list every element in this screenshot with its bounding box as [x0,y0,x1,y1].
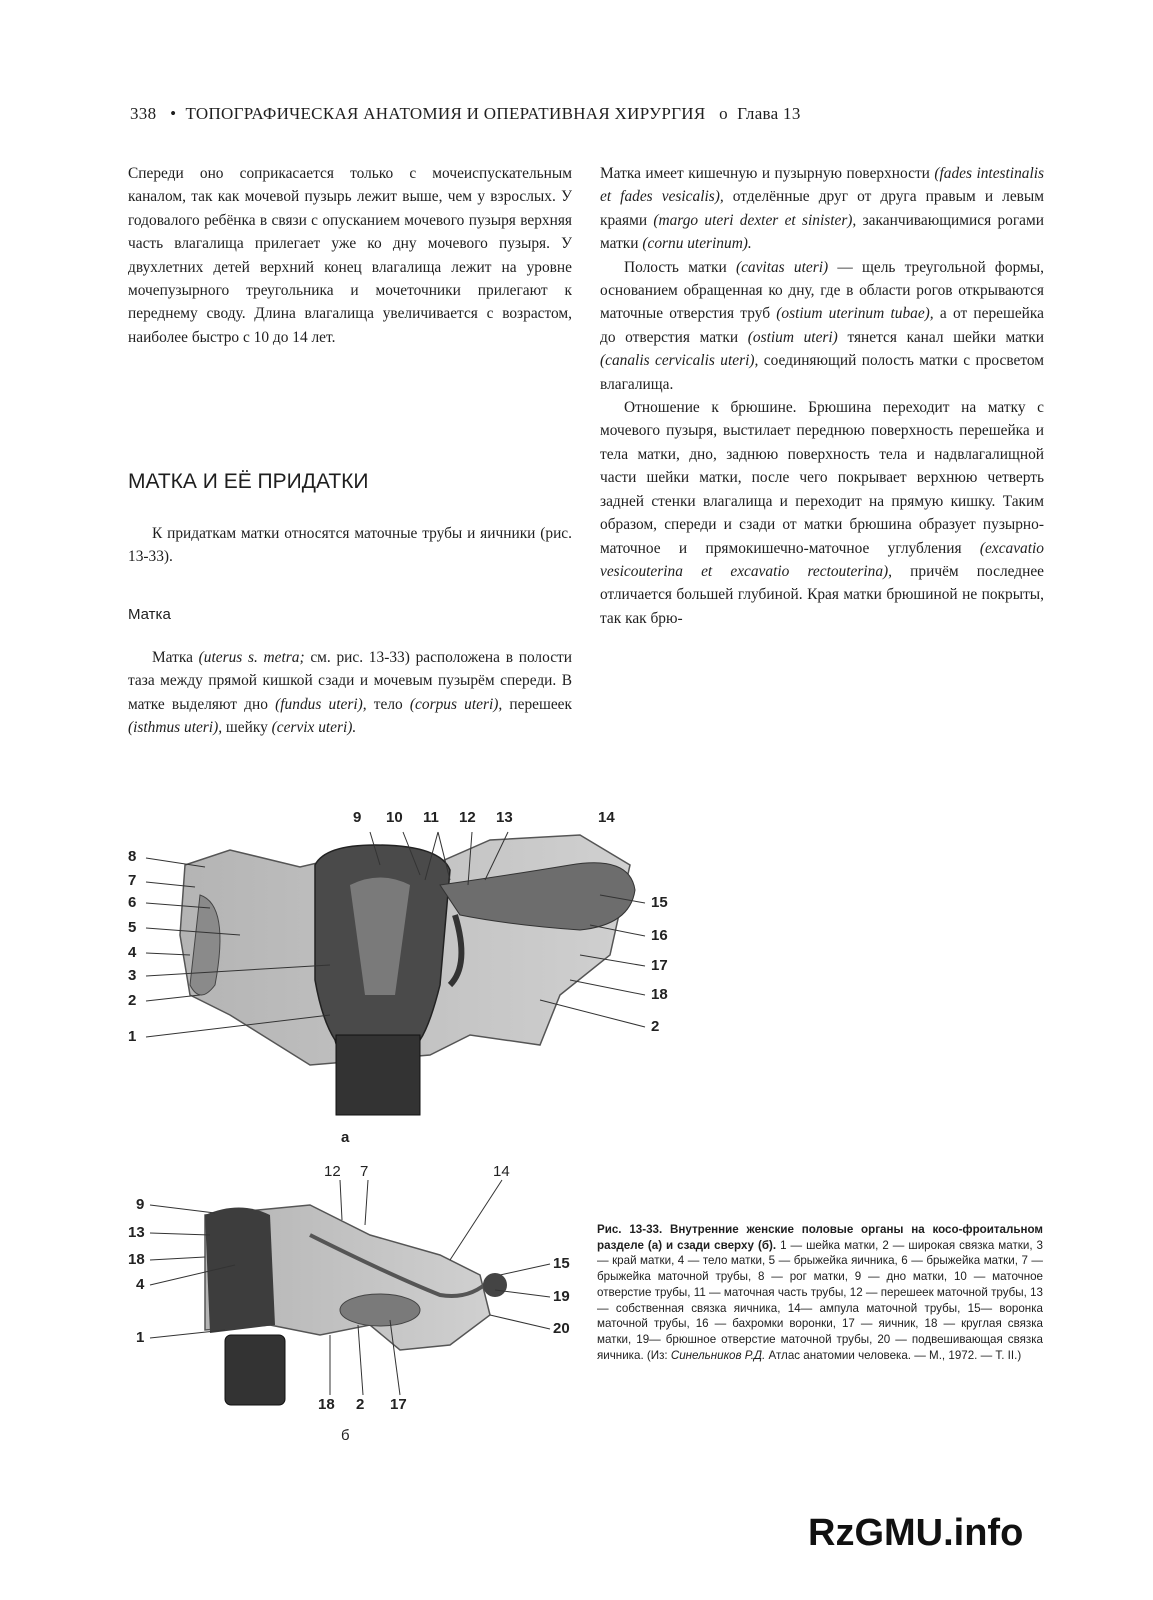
label-b-20: 20 [553,1320,570,1337]
panel-a-drawing [180,835,635,1115]
label-b-13: 13 [128,1224,145,1241]
label-b-15: 15 [553,1255,570,1272]
panel-a-letter: а [341,1129,350,1146]
label-a-15: 15 [651,894,668,911]
label-b-18-bottom: 18 [318,1396,335,1413]
label-a-10: 10 [386,809,403,826]
label-a-3: 3 [128,967,137,984]
left-column-uterus [128,646,572,740]
label-a-8: 8 [128,848,137,865]
subsection-title: Матка [128,606,171,623]
header-separator: • [170,104,177,123]
left-column [128,162,572,349]
label-b-18: 18 [128,1251,145,1268]
header-separator-2: о [719,104,728,123]
label-a-1: 1 [128,1028,137,1045]
label-a-7: 7 [128,872,137,889]
caption-source: Атлас анатомии человека. — М., 1972. — Т. II.) [765,1348,1022,1362]
paragraph-peritoneum: Отношение к брюшине. Брюшина переходит на матку с мочевого пузыря, выстилает переднюю поверхность перешейка и тела матки, дно, заднюю поверхность тела и надвлагалищной части шейки матки, после чего покрывает верхнюю четверть задней стенки влагалища и переходит на прямую кишку. Таким образом, спереди и сзади от матки брюшина образует пузырно-маточное и прямокишечно-маточное углубления (excavatio vesicouterina et excavatio rectouterina), причём последнее отличается большей глубиной. Края матки брюшиной не покрыты, так как брю- [600,399,1044,627]
label-b-1: 1 [136,1329,145,1346]
right-column [600,162,1044,630]
chapter-label: Глава 13 [737,104,801,123]
label-a-9: 9 [353,809,362,826]
label-b-12: 12 [324,1163,341,1180]
paragraph-vagina: Спереди оно соприкасается только с мочеиспускательным каналом, так как мочевой пузырь лежит выше, чем у взрослых. У годовалого ребёнка в связи с опусканием мочевого пузыря верхняя часть влагалища прилегает уже ко дну мочевого пузыря. У двухлетних детей верхний конец влагалища лежит на уровне мочепузырного треугольника и мочеточники прилегают к переднему своду. Длина влагалища увеличивается с возрастом, наиболее быстро с 10 до 14 лет. [128,165,572,346]
page-number: 338 [130,104,157,123]
book-title: ТОПОГРАФИЧЕСКАЯ АНАТОМИЯ И ОПЕРАТИВНАЯ ХИРУРГИЯ [185,104,706,123]
section-title: МАТКА И ЕЁ ПРИДАТКИ [128,470,369,493]
label-b-2-bottom: 2 [356,1396,365,1413]
caption-source-author: Синельников Р.Д. [670,1348,766,1362]
panel-b-letter: б [341,1427,350,1444]
paragraph-appendages: К придаткам матки относятся маточные трубы и яичники (рис. 13-33). [128,525,572,566]
label-a-2-right: 2 [651,1018,660,1035]
left-column-lower [128,522,572,569]
paragraph-cavity: Полость матки (cavitas uteri) — щель треугольной формы, основанием обращенная ко дну, где в области рогов открываются маточные отверстия труб (ostium uterinum tubae), а от перешейка до отверстия матки (ostium uteri) тянется канал шейки матки (canalis cervicalis uteri), соединяющий полость матки с просветом влагалища. [600,258,1045,393]
label-a-18: 18 [651,986,668,1003]
paragraph-surfaces: Матка имеет кишечную и пузырную поверхности (fades intestinalis et fades vesicalis), отделённые друг от друга правым и левым краями (margo uteri dexter et sinister), заканчивающимися рогами матки (cornu uterinum). [600,165,1044,253]
label-a-14: 14 [598,809,615,826]
label-a-11: 11 [423,809,439,826]
label-b-17-bottom: 17 [390,1396,407,1413]
caption-title: Рис. 13-33. Внутренние женские половые органы на косо-фроитальном разделе (а) и сзади сверху (б). [597,1223,1043,1252]
label-b-19: 19 [553,1288,570,1305]
paragraph-uterus: Матка (uterus s. metra; см. рис. 13-33) расположена в полости таза между прямой кишкой сзади и мочевым пузырём спереди. В матке выделяют дно (fundus uteri), тело (corpus uteri), перешеек (isthmus uteri), шейку (cervix uteri). [128,649,572,737]
label-a-6: 6 [128,894,137,911]
panel-b-drawing [205,1205,507,1405]
label-a-2: 2 [128,992,137,1009]
label-b-14: 14 [493,1163,510,1180]
label-b-4: 4 [136,1276,145,1293]
label-a-12: 12 [459,809,476,826]
label-b-7: 7 [360,1163,369,1180]
label-a-5: 5 [128,919,137,936]
label-a-16: 16 [651,927,668,944]
label-a-17: 17 [651,957,668,974]
label-b-9: 9 [136,1196,145,1213]
figure-caption [597,1222,1043,1363]
site-watermark: RzGMU.info [808,1512,1024,1554]
caption-body: 1 — шейка матки, 2 — широкая связка матки, 3 — край матки, 4 — тело матки, 5 — брыжейка яичника, 6 — брыжейка матки, 7 — брыжейка маточной трубы, 8 — рог матки, 9 — дно матки, 10 — маточное отверстие трубы, 11 — маточная часть трубы, 12 — перешеек маточной трубы, 13 — собственная связка яичника, 14— ампула маточной трубы, 15— воронка маточной трубы, 16 — бахромки воронки, 17 — яичник, 18 — круглая связка матки, 19— брюшное отверстие маточной трубы, 20 — подвешивающая связка яичника. (Из: [597,1238,1043,1362]
label-a-13: 13 [496,809,513,826]
running-header [130,104,801,124]
label-a-4: 4 [128,944,137,961]
